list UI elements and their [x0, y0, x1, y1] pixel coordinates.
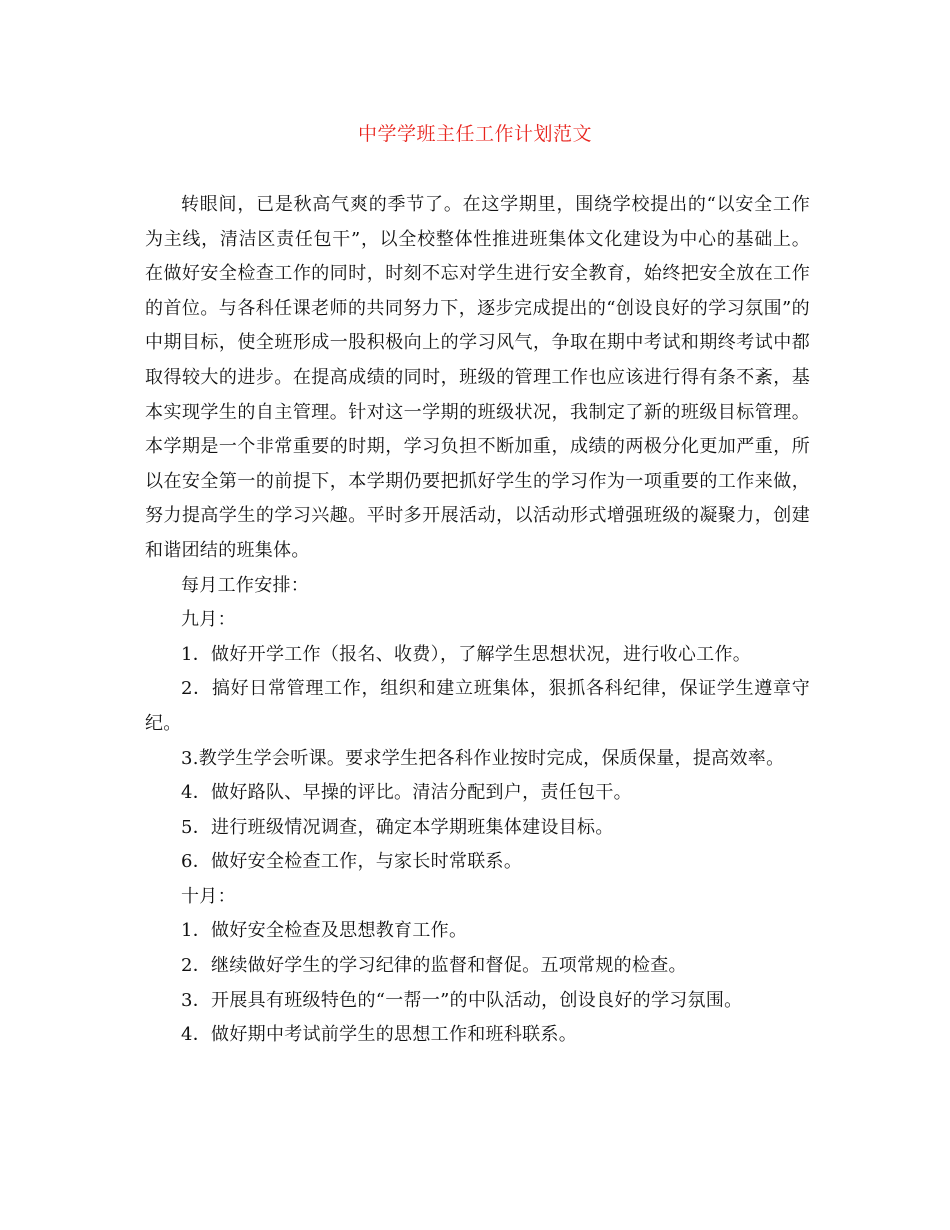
september-item-6: 6．做好安全检查工作，与家长时常联系。	[181, 851, 523, 873]
intro-paragraph: 转眼间，已是秋高气爽的季节了。在这学期里，围绕学校提出的“以安全工作为主线，清洁区责任包干”，以全校整体性推进班集体文化建设为中心的基础上。在做好安全检查工作的同时，时刻不忘对学生进行安全教育，始终把安全放在工作的首位。与各科任课老师的共同努力下，逐步完成提出的“创设良好的学习氛围”的中期目标，使全班形成一股积极向上的学习风气，争取在期中考试和期终考试中都取得较大的进步。在提高成绩的同时，班级的管理工作也应该进行得有条不紊，基本实现学生的自主管理。针对这一学期的班级状况，我制定了新的班级目标管理。本学期是一个非常重要的时期，学习负担不断加重，成绩的两极分化更加严重，所以在安全第一的前提下，本学期仍要把抓好学生的学习作为一项重要的工作来做，努力提高学生的学习兴趣。平时多开展活动，以活动形式增强班级的凝聚力，创建和谐团结的班集体。	[145, 194, 810, 561]
september-item-3: 3.教学生学会听课。要求学生把各科作业按时完成，保质保量，提高效率。	[181, 747, 785, 769]
october-item-3: 3．开展具有班级特色的“一帮一”的中队活动，创设良好的学习氛围。	[181, 989, 743, 1011]
october-heading: 十月：	[181, 885, 236, 907]
document-body	[145, 188, 810, 1053]
september-item-4: 4．做好路队、早操的评比。清洁分配到户，责任包干。	[181, 782, 632, 804]
september-heading: 九月：	[181, 609, 236, 631]
october-item-2: 2．继续做好学生的学习纪律的监督和督促。五项常规的检查。	[181, 955, 687, 977]
schedule-heading: 每月工作安排：	[181, 574, 310, 596]
document-title: 中学学班主任工作计划范文	[357, 123, 592, 145]
september-item-5: 5．进行班级情况调查，确定本学期班集体建设目标。	[181, 816, 614, 838]
september-item-1: 1．做好开学工作（报名、收费），了解学生思想状况，进行收心工作。	[181, 643, 752, 665]
september-item-2: 2．搞好日常管理工作，组织和建立班集体，狠抓各科纪律，保证学生遵章守纪。	[145, 678, 810, 734]
october-item-4: 4．做好期中考试前学生的思想工作和班科联系。	[181, 1024, 578, 1046]
october-item-1: 1．做好安全检查及思想教育工作。	[181, 920, 468, 942]
